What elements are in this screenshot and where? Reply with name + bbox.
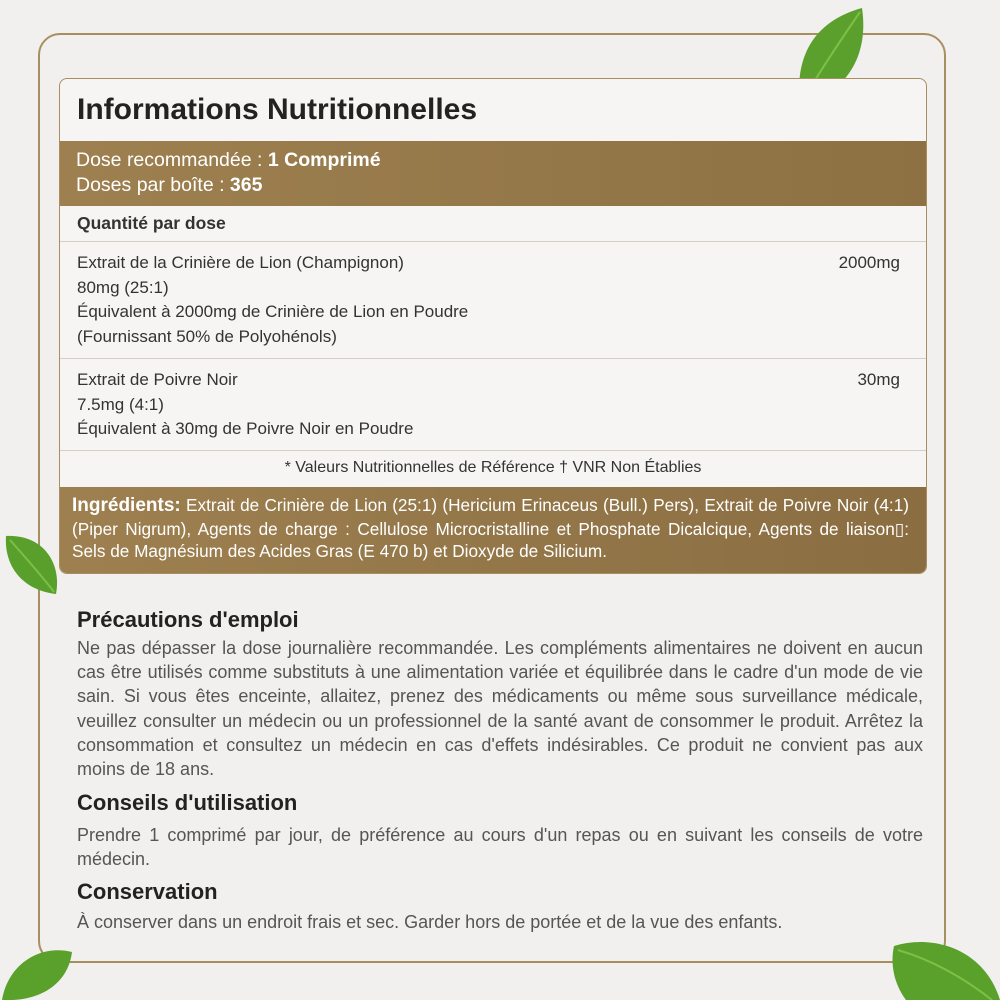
dose-label: Dose recommandée : — [76, 149, 268, 171]
usage-section — [77, 789, 923, 871]
nutrient-row — [60, 242, 926, 359]
usage-title: Conseils d'utilisation — [77, 790, 298, 815]
precautions-text: Ne pas dépasser la dose journalière recommandée. Les compléments alimentaires ne doivent en aucun cas être utilisés comme substituts à une alimentation variée et équilibrée dans le cadre d'un mode de vie sain. Si vous êtes enceinte, allaitez, prenez des médicaments ou même sous surveillance médicale, veuillez consulter un médecin ou un professionnel de la santé avant de consommer le produit. Arrêtez la consommation et consultez un médecin en cas d'effets indésirables. Ce produit ne convient pas aux moins de 18 ans. — [77, 638, 923, 780]
quantity-header: Quantité par dose — [60, 206, 926, 242]
nutrition-panel — [59, 78, 927, 574]
storage-section — [77, 878, 923, 934]
nutrient-row — [60, 359, 926, 451]
doses-value: 365 — [229, 174, 263, 196]
ingredients-band — [60, 487, 926, 573]
dose-value: 1 Comprimé — [267, 149, 381, 171]
nutrient-equivalent: Équivalent à 30mg de Poivre Noir en Poudre — [77, 419, 414, 438]
reference-note: * Valeurs Nutritionnelles de Référence † VNR Non Établies — [284, 459, 702, 476]
leaf-bottom-right-icon — [888, 934, 1000, 1000]
storage-text: À conserver dans un endroit frais et sec. Garder hors de portée et de la vue des enfants. — [77, 912, 783, 932]
precautions-title: Précautions d'emploi — [77, 607, 299, 632]
nutrient-ratio: 7.5mg (4:1) — [77, 394, 164, 414]
ingredients-text: Extrait de Crinière de Lion (25:1) (Hericium Erinaceus (Bull.) Pers), Extrait de Poivre Noir (4:1) (Piper Nigrum), Agents de charge : Cellulose Microcristalline et Phosphate Dicalcique, Agents de liaison▯: Sels de Magnésium des Acides Gras (E 470 b) et Dioxyde de Silicium. — [72, 495, 909, 561]
dose-band — [60, 141, 926, 206]
doses-line — [76, 173, 910, 198]
storage-title: Conservation — [77, 879, 218, 904]
dose-line — [76, 148, 910, 173]
nutrient-name: Extrait de Poivre Noir — [77, 370, 238, 389]
leaf-left-icon — [2, 528, 62, 598]
nutrient-note: (Fournissant 50% de Polyohénols) — [77, 326, 337, 346]
nutrient-amount: 2000mg — [838, 253, 900, 272]
leaf-bottom-left-icon — [0, 944, 74, 1000]
nutrient-ratio: 80mg (25:1) — [77, 277, 169, 297]
nutrient-name: Extrait de la Crinière de Lion (Champignon) — [77, 253, 404, 272]
ingredients-label: Ingrédients: — [72, 495, 181, 516]
precautions-section — [77, 606, 923, 781]
doses-label: Doses par boîte : — [76, 174, 230, 196]
nutrient-equivalent: Équivalent à 2000mg de Crinière de Lion en Poudre — [77, 302, 469, 321]
nutrient-amount: 30mg — [857, 370, 900, 389]
usage-text: Prendre 1 comprimé par jour, de préférence au cours d'un repas ou en suivant les conseils de votre médecin. — [77, 825, 923, 870]
nutrition-title: Informations Nutritionnelles — [77, 93, 478, 126]
